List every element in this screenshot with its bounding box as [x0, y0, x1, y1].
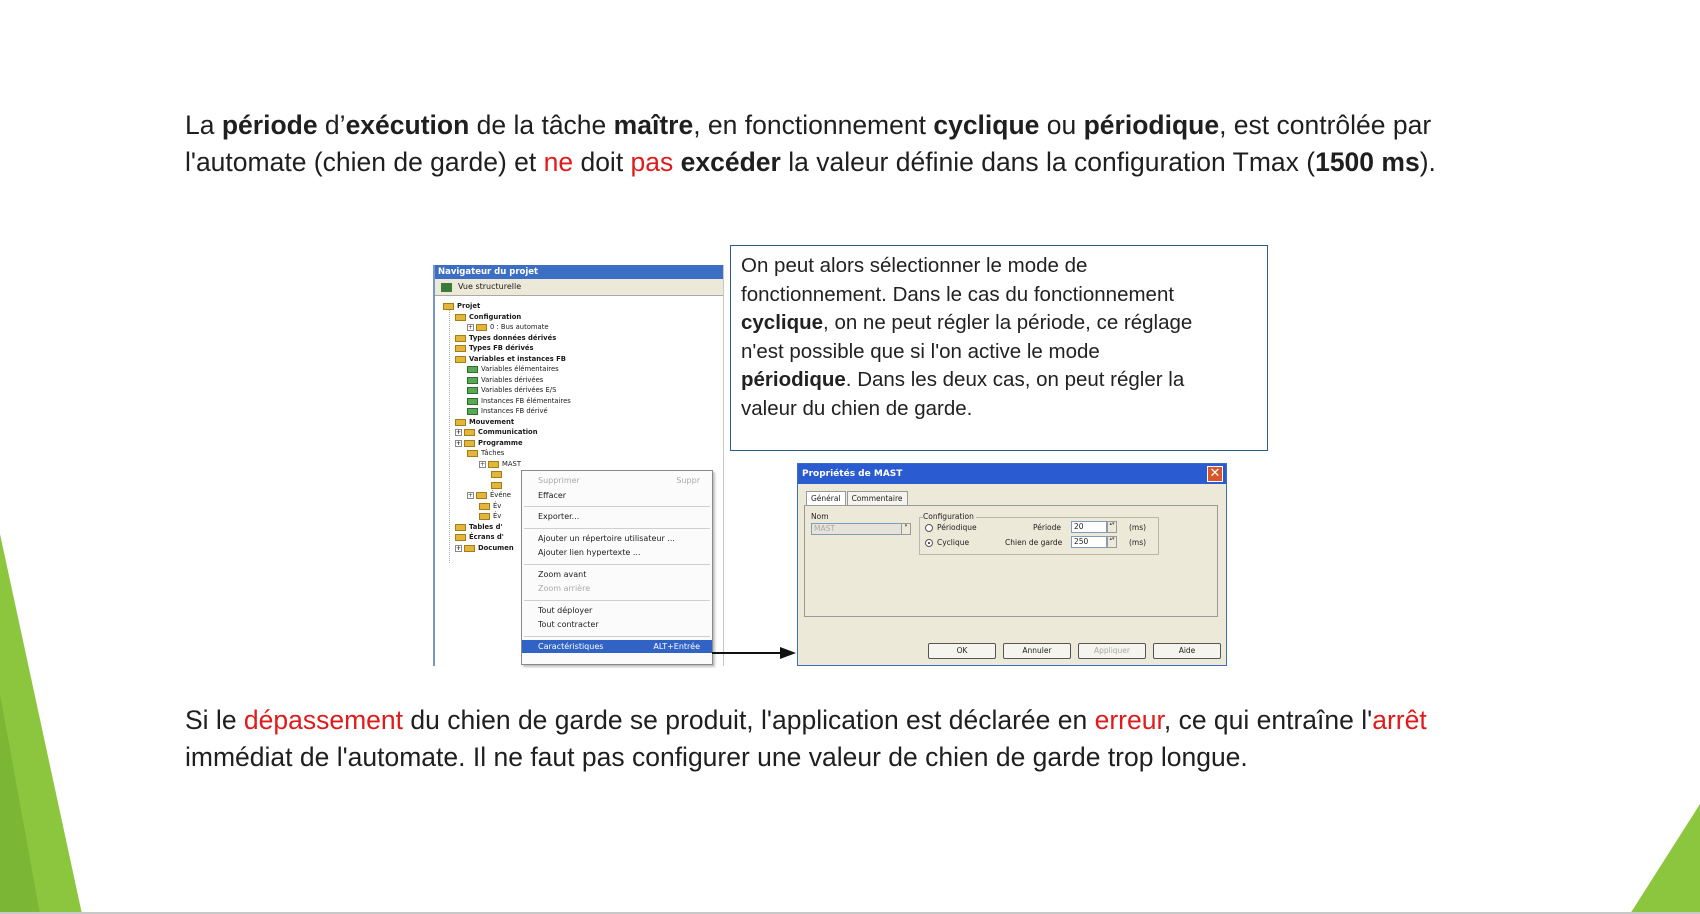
close-icon[interactable]: ✕ — [1207, 466, 1223, 482]
period-spinner-icon[interactable]: ▴▾ — [1107, 521, 1117, 533]
folder-icon — [464, 440, 475, 447]
intro-paragraph — [185, 107, 1436, 181]
tree-item-label: Instances FB dérivé — [481, 407, 548, 415]
menu-item-label: Zoom arrière — [538, 584, 591, 593]
folder-icon — [455, 345, 466, 352]
watchdog-field[interactable]: 250 — [1071, 536, 1107, 548]
period-unit: (ms) — [1129, 523, 1147, 532]
text-run: ). — [1419, 147, 1436, 177]
text-run: , ce qui entraîne l' — [1163, 705, 1373, 735]
variable-icon — [467, 408, 478, 415]
tree-item[interactable] — [467, 375, 543, 386]
text-run: périodique — [741, 368, 846, 392]
text-run: erreur — [1094, 705, 1164, 735]
tree-item-label: Tâches — [481, 449, 505, 457]
text-run: pas — [630, 147, 674, 177]
variable-icon — [467, 387, 478, 394]
folder-icon — [476, 492, 487, 499]
expand-icon[interactable]: + — [456, 429, 462, 436]
menu-item-label: Ajouter un répertoire utilisateur ... — [538, 533, 675, 543]
text-run: de la tâche — [469, 110, 614, 140]
text-run: cyclique — [741, 311, 824, 335]
menu-item-label: Caractéristiques — [538, 641, 604, 651]
text-run: , en fonctionnement — [693, 110, 934, 140]
tree-item[interactable] — [455, 354, 566, 365]
tree-item-label: Mouvement — [469, 417, 515, 426]
cancel-button[interactable]: Annuler — [1003, 643, 1071, 659]
watchdog-line-2 — [185, 739, 1427, 776]
tree-item[interactable] — [479, 511, 501, 522]
callout-line — [741, 366, 1257, 395]
tree-item[interactable] — [491, 480, 505, 491]
intro-line-2 — [185, 144, 1436, 181]
tree-item[interactable] — [467, 448, 504, 459]
text-run: doit — [573, 147, 631, 177]
text-run: ou — [1039, 110, 1084, 140]
watchdog-spinner-icon[interactable]: ▴▾ — [1107, 536, 1117, 548]
tree-item-label: Variables dérivées — [481, 375, 544, 384]
expand-icon[interactable]: + — [456, 439, 462, 447]
menu-separator — [524, 636, 710, 637]
text-run: la valeur définie dans la configuration Tmax ( — [780, 147, 1316, 177]
text-run: , est contrôlée par — [1219, 110, 1432, 140]
expand-icon[interactable]: + — [468, 324, 474, 331]
text-run: maître — [613, 110, 694, 140]
text-run: On peut alors sélectionner le mode de — [741, 254, 1088, 277]
name-field: MAST — [811, 523, 909, 535]
callout-line — [741, 395, 1257, 424]
context-menu-item[interactable] — [522, 604, 712, 617]
menu-separator — [524, 600, 710, 601]
explanation-callout — [730, 245, 1268, 451]
text-run: dépassement — [243, 705, 404, 735]
general-tab-panel — [804, 505, 1218, 617]
tree-item[interactable] — [467, 490, 511, 501]
text-run: valeur du chien de garde. — [741, 396, 973, 420]
menu-separator — [524, 506, 710, 507]
text-run: immédiat de l'automate. Il ne faut pas configurer une valeur de chien de garde trop longue. — [185, 742, 1248, 772]
text-run: cyclique — [933, 110, 1040, 140]
tree-guide-line — [449, 308, 450, 563]
tree-item-label: Projet — [457, 302, 481, 310]
menu-item-label: Ajouter lien hypertexte ... — [538, 548, 641, 557]
menu-item-label: Tout contracter — [538, 620, 599, 629]
tree-item-label: Variables et instances FB — [469, 354, 566, 363]
name-label: Nom — [811, 512, 829, 521]
ok-button[interactable]: OK — [928, 643, 996, 659]
callout-line — [741, 309, 1257, 338]
tree-item[interactable] — [455, 438, 523, 449]
structural-view-label[interactable]: Vue structurelle — [458, 282, 522, 291]
watchdog-label: Chien de garde — [1005, 538, 1063, 547]
callout-line — [741, 281, 1257, 310]
watchdog-paragraph — [185, 702, 1427, 776]
folder-icon — [488, 461, 499, 468]
context-menu-item[interactable] — [522, 474, 712, 487]
context-menu-item[interactable] — [522, 582, 712, 595]
folder-icon — [491, 471, 502, 478]
tree-item-label: MAST — [502, 459, 521, 468]
menu-item-label: Supprimer — [538, 476, 580, 485]
text-run: périodique — [1083, 110, 1220, 140]
text-run: période — [221, 110, 318, 140]
tree-item-label: Év — [493, 512, 502, 520]
tree-item-label: Documen — [478, 543, 514, 552]
tree-item-label: Tables d' — [469, 522, 503, 531]
folder-icon — [476, 324, 487, 331]
decorative-green-triangle-left — [0, 534, 90, 914]
text-run: La — [185, 110, 222, 140]
callout-line — [741, 252, 1257, 281]
tree-item-label: Instances FB élémentaires — [481, 396, 571, 405]
watchdog-unit: (ms) — [1129, 538, 1147, 547]
folder-icon — [491, 482, 502, 489]
tab-comment[interactable]: Commentaire — [847, 491, 908, 506]
tree-item-label: Variables dérivées E/S — [481, 386, 557, 394]
help-button[interactable]: Aide — [1153, 643, 1221, 659]
folder-icon — [467, 450, 478, 457]
dialog-title — [798, 464, 1226, 484]
name-dropdown-icon: ▾ — [901, 523, 911, 535]
tree-item[interactable] — [455, 343, 534, 354]
context-menu-item[interactable] — [522, 510, 712, 523]
text-run: ne — [543, 147, 574, 177]
text-run: 1500 ms — [1315, 147, 1420, 177]
folder-icon — [455, 419, 466, 426]
tree-item[interactable] — [479, 501, 501, 512]
tree-item[interactable] — [455, 522, 503, 533]
context-menu-item[interactable] — [522, 532, 712, 545]
callout-line — [741, 338, 1257, 367]
menu-item-label: Effacer — [538, 490, 567, 500]
tree-item-label: Événe — [490, 491, 511, 499]
intro-line-1 — [185, 107, 1436, 144]
tree-item[interactable] — [467, 396, 571, 407]
navigator-toolbar — [435, 279, 723, 296]
context-menu — [521, 470, 713, 665]
navigator-title: Navigateur du projet — [435, 265, 723, 279]
folder-icon — [464, 429, 475, 436]
context-menu-item[interactable] — [522, 618, 712, 631]
text-run — [673, 147, 680, 177]
text-run: arrêt — [1372, 705, 1427, 735]
folder-icon — [464, 545, 475, 552]
tree-item[interactable] — [455, 427, 538, 438]
tree-item-label: Variables élémentaires — [481, 365, 559, 373]
text-run: excéder — [680, 147, 781, 177]
tree-item[interactable] — [467, 406, 548, 417]
tree-item[interactable] — [491, 469, 505, 480]
tree-item[interactable] — [479, 459, 521, 470]
watchdog-line-1 — [185, 702, 1427, 739]
text-run: Si le — [185, 705, 244, 735]
tree-item-label: Types données dérivés — [469, 333, 557, 342]
period-field[interactable]: 20 — [1071, 521, 1107, 533]
menu-separator — [524, 528, 710, 529]
tab-general[interactable]: Général — [806, 491, 846, 506]
mast-properties-dialog — [797, 463, 1227, 666]
text-run: , on ne peut régler la période, ce réglage — [823, 311, 1193, 335]
decorative-green-triangle-right — [1630, 804, 1700, 914]
periodic-label: Périodique — [937, 523, 977, 532]
folder-icon — [455, 335, 466, 342]
tree-item[interactable] — [455, 312, 521, 323]
text-run: exécution — [345, 110, 470, 140]
variable-icon — [467, 366, 478, 373]
structural-view-icon[interactable] — [441, 283, 452, 292]
tree-item[interactable] — [467, 322, 549, 333]
context-menu-item[interactable] — [522, 568, 712, 581]
text-run: du chien de garde se produit, l'application est déclarée en — [403, 705, 1095, 735]
configuration-label: Configuration — [923, 512, 974, 521]
apply-button[interactable]: Appliquer — [1078, 643, 1146, 659]
context-menu-item[interactable] — [522, 546, 712, 559]
tree-item[interactable] — [455, 417, 514, 428]
variable-icon — [467, 398, 478, 405]
tree-item-label: 0 : Bus automate — [490, 323, 549, 331]
expand-icon[interactable]: + — [480, 460, 486, 468]
cyclic-label: Cyclique — [937, 538, 970, 547]
folder-icon — [455, 524, 466, 531]
folder-icon — [455, 534, 466, 541]
menu-item-label: Zoom avant — [538, 569, 587, 579]
menu-item-shortcut: ALT+Entrée — [653, 641, 700, 651]
tree-item[interactable] — [455, 543, 514, 554]
cyclic-radio[interactable] — [925, 539, 933, 547]
period-label: Période — [1033, 523, 1062, 532]
text-run: . Dans les deux cas, on peut régler la — [845, 368, 1185, 392]
text-run: fonctionnement. Dans le cas du fonctionnement — [741, 282, 1175, 306]
expand-icon[interactable]: + — [456, 544, 462, 552]
menu-item-label: Exporter... — [538, 512, 580, 521]
tree-item-label: Communication — [478, 428, 538, 436]
folder-icon — [479, 513, 490, 520]
periodic-radio[interactable] — [925, 524, 933, 532]
tree-item[interactable] — [467, 385, 556, 396]
tree-item-label: Év — [493, 501, 502, 510]
text-run: l'automate (chien de garde) et — [185, 147, 544, 177]
dialog-tabs — [806, 491, 909, 505]
tree-item[interactable] — [467, 364, 559, 375]
tree-item-label: Configuration — [469, 312, 522, 321]
menu-item-label: Tout déployer — [538, 605, 593, 615]
dialog-title-text: Propriétés de MAST — [802, 469, 903, 479]
folder-icon — [479, 503, 490, 510]
text-run: d’ — [317, 110, 346, 140]
tree-item-label: Écrans d' — [469, 533, 504, 541]
arrow-to-dialog-icon — [712, 646, 796, 660]
context-menu-item[interactable] — [522, 640, 712, 653]
text-run: n'est possible que si l'on active le mode — [741, 339, 1100, 363]
variable-icon — [467, 377, 478, 384]
menu-item-shortcut: Suppr — [676, 476, 700, 485]
menu-separator — [524, 564, 710, 565]
tree-item[interactable] — [455, 333, 556, 344]
expand-icon[interactable]: + — [468, 492, 474, 499]
context-menu-item[interactable] — [522, 489, 712, 502]
tree-item[interactable] — [455, 532, 504, 543]
tree-item-label: Types FB dérivés — [469, 344, 534, 352]
folder-icon — [455, 314, 466, 321]
folder-icon — [455, 356, 466, 363]
tree-item-label: Programme — [478, 438, 523, 447]
